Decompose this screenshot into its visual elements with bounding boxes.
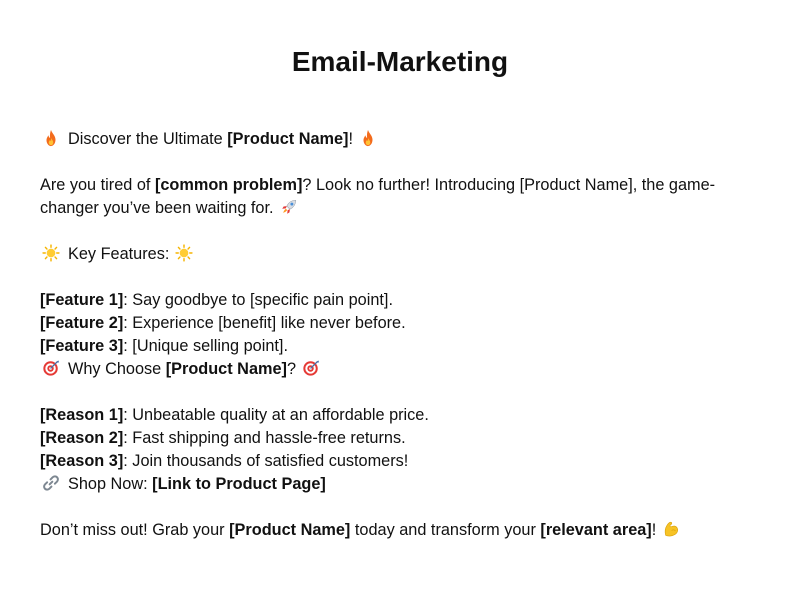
feature-item: [40, 312, 760, 335]
why-heading: [40, 358, 760, 381]
reason-text: : Fast shipping and hassle-free returns.: [123, 429, 406, 447]
headline-prefix: Discover the Ultimate: [68, 130, 228, 148]
sun-icon: [42, 244, 60, 262]
link-icon: [42, 474, 60, 492]
intro-problem: [common problem]: [154, 176, 303, 194]
features-heading: [40, 243, 760, 266]
headline-suffix: !: [348, 130, 354, 148]
spacer: [40, 220, 760, 243]
why-product: [Product Name]: [165, 360, 287, 378]
reason-label: [Reason 1]: [40, 406, 124, 424]
email-body: [40, 128, 760, 542]
feature-text: : Say goodbye to [specific pain point].: [123, 291, 393, 309]
closing-part3: !: [651, 521, 657, 539]
spacer: [40, 151, 760, 174]
reason-item: [40, 450, 760, 473]
closing-area: [relevant area]: [540, 521, 652, 539]
reason-text: : Join thousands of satisfied customers!: [123, 452, 409, 470]
feature-label: [Feature 2]: [40, 314, 124, 332]
feature-text: : [Unique selling point].: [123, 337, 288, 355]
product-page-link[interactable]: [Link to Product Page]: [152, 475, 326, 493]
spacer: [40, 496, 760, 519]
page-title: Email-Marketing: [291, 46, 509, 77]
reason-text: : Unbeatable quality at an affordable price.: [123, 406, 429, 424]
feature-label: [Feature 3]: [40, 337, 124, 355]
spacer: [40, 266, 760, 289]
reason-item: [40, 427, 760, 450]
shop-now-line: [40, 473, 760, 496]
reason-label: [Reason 2]: [40, 429, 124, 447]
spacer: [40, 381, 760, 404]
rocket-icon: [280, 198, 298, 216]
intro-paragraph: [40, 174, 760, 220]
intro-part2: ? Look no further! Introducing [Product Name], the game-changer you’ve been waiting for.: [40, 176, 716, 217]
reason-label: [Reason 3]: [40, 452, 124, 470]
fire-icon: [42, 129, 60, 147]
flexed-biceps-icon: [662, 520, 680, 538]
target-icon: [302, 359, 320, 377]
shop-now-prefix: Shop Now:: [68, 475, 153, 493]
sun-icon: [175, 244, 193, 262]
headline: [40, 128, 760, 151]
fire-icon: [359, 129, 377, 147]
reason-item: [40, 404, 760, 427]
why-suffix: ?: [286, 360, 297, 378]
feature-item: [40, 289, 760, 312]
intro-part1: Are you tired of: [40, 176, 155, 194]
target-icon: [42, 359, 60, 377]
closing-part2: today and transform your: [350, 521, 541, 539]
feature-text: : Experience [benefit] like never before.: [123, 314, 406, 332]
feature-label: [Feature 1]: [40, 291, 124, 309]
closing-paragraph: [40, 519, 760, 542]
closing-part1: Don’t miss out! Grab your: [40, 521, 230, 539]
features-heading-text: Key Features:: [68, 245, 170, 263]
headline-product: [Product Name]: [227, 130, 349, 148]
why-prefix: Why Choose: [68, 360, 166, 378]
feature-item: [40, 335, 760, 358]
closing-product: [Product Name]: [229, 521, 351, 539]
